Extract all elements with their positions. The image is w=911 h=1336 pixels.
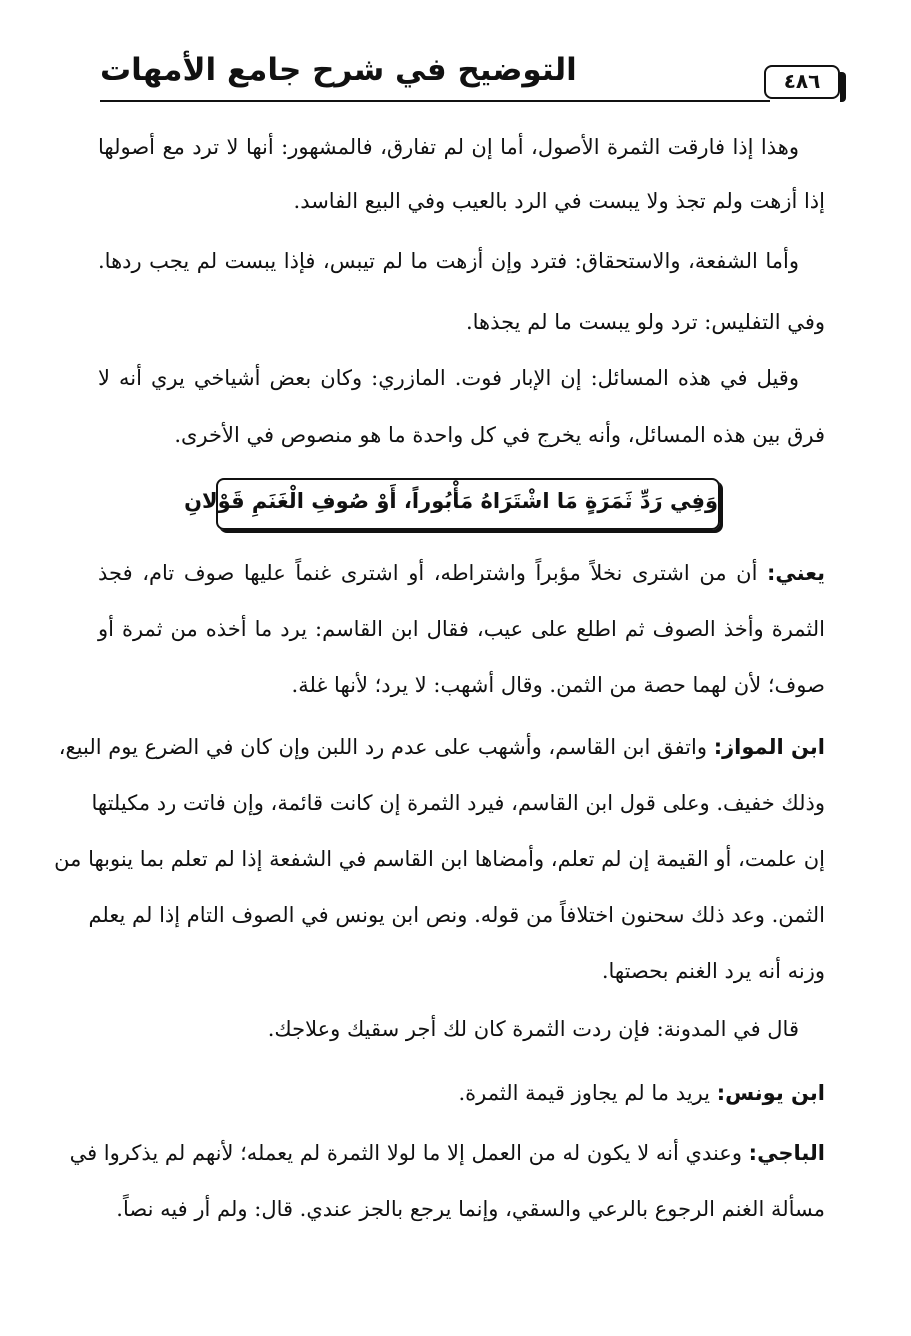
text-line: وفي التفليس: ترد ولو يبست ما لم يجذها.	[465, 310, 825, 334]
text-line: الثمرة وأخذ الصوف ثم اطلع على عيب، فقال ابن القاسم: يرد ما أخذه من ثمرة أو	[98, 617, 825, 641]
page-header	[100, 42, 840, 102]
matn-box	[184, 478, 720, 530]
text-line: الثمن. وعد ذلك سحنون اختلافاً من قوله. ونص ابن يونس في الصوف التام إذا لم يعلم	[88, 903, 825, 927]
text-line: وذلك خفيف. وعلى قول ابن القاسم، فيرد الثمرة إن كانت قائمة، وإن فاتت رد مكيلتها	[91, 791, 825, 815]
term-label: ابن المواز:	[713, 735, 825, 759]
text-line: وقيل في هذه المسائل: إن الإبار فوت. المازري: وكان بعض أشياخي يري أنه لا	[98, 366, 799, 390]
text-line: مسألة الغنم الرجوع بالرعي والسقي، وإنما يرجع بالجز عندي. قال: ولم أر فيه نصاً.	[116, 1197, 825, 1221]
text-span: وعندي أنه لا يكون له من العمل إلا ما لولا الثمرة لم يعمله؛ لأنهم لم يذكروا في	[69, 1141, 742, 1165]
text-line	[69, 1138, 825, 1168]
term-label: الباجي:	[748, 1141, 825, 1165]
page-number-frame-shadow	[840, 72, 846, 102]
text-span: يريد ما لم يجاوز قيمة الثمرة.	[458, 1081, 710, 1105]
page-number: ٤٨٦	[783, 69, 821, 93]
text-span: واتفق ابن القاسم، وأشهب على عدم رد اللبن وإن كان في الضرع يوم البيع،	[58, 735, 707, 759]
text-line	[98, 1078, 825, 1108]
text-line	[98, 558, 825, 588]
text-line: وأما الشفعة، والاستحقاق: فترد وإن أزهت ما لم تيبس، فإذا يبست لم يجب ردها.	[98, 249, 799, 273]
text-span: أن من اشترى نخلاً مؤبراً واشتراطه، أو اشترى غنماً عليها صوف تام، فجذ	[98, 561, 758, 585]
text-line: إن علمت، أو القيمة إن لم تعلم، وأمضاها ابن القاسم في الشفعة إذا لم تعلم بما ينوبها من	[54, 847, 825, 871]
text-line: صوف؛ لأن لهما حصة من الثمن. وقال أشهب: لا يرد؛ لأنها غلة.	[291, 673, 825, 697]
book-title: التوضيح في شرح جامع الأمهات	[100, 52, 577, 88]
text-line: وهذا إذا فارقت الثمرة الأصول، أما إن لم تفارق، فالمشهور: أنها لا ترد مع أصولها	[98, 135, 799, 159]
page-number-frame	[764, 65, 840, 99]
text-line: قال في المدونة: فإن ردت الثمرة كان لك أجر سقيك وعلاجك.	[267, 1017, 799, 1041]
text-line: فرق بين هذه المسائل، وأنه يخرج في كل واحدة ما هو منصوص في الأخرى.	[174, 423, 825, 447]
text-line: وزنه أنه يرد الغنم بحصتها.	[601, 959, 825, 983]
matn-text: وَفِي رَدِّ ثَمَرَةٍ مَا اشْتَرَاهُ مَأْبُوراً، أَوْ صُوفِ الْغَنَمِ قَوْلانِ	[184, 489, 718, 513]
header-rule	[100, 100, 770, 102]
text-line: إذا أزهت ولم تجذ ولا يبست في الرد بالعيب وفي البيع الفاسد.	[293, 189, 825, 213]
term-label: يعني:	[767, 561, 825, 585]
term-label: ابن يونس:	[716, 1081, 825, 1105]
text-line	[58, 732, 825, 762]
